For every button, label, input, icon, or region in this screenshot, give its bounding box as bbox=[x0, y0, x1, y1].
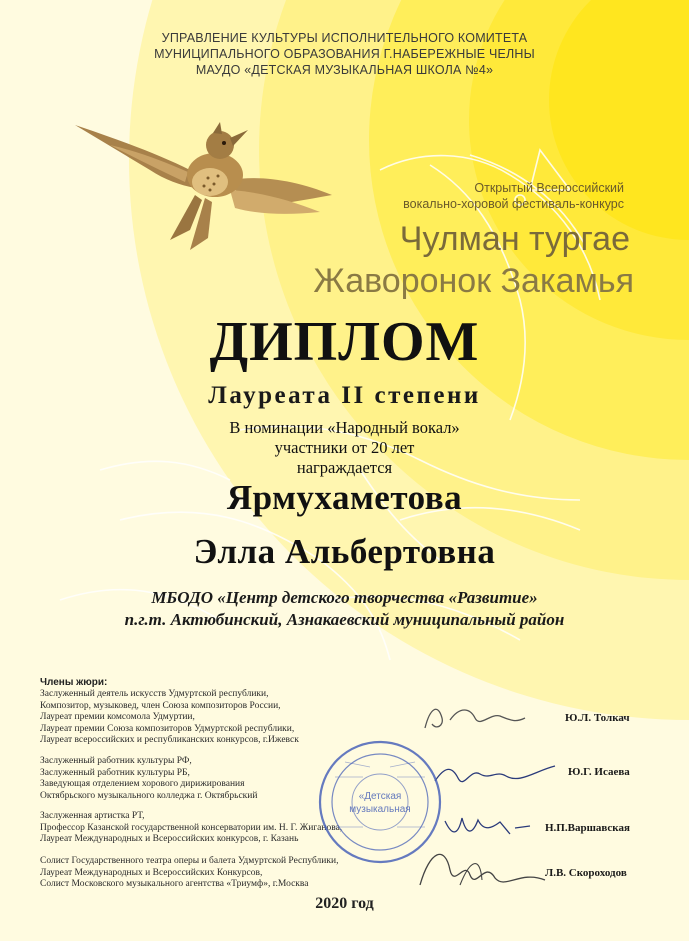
jury-1-line-2: Композитор, музыковед, член Союза композиторов России, bbox=[40, 700, 281, 711]
jury-2-line-1: Заслуженный работник культуры РФ, bbox=[40, 756, 192, 766]
institution-block bbox=[0, 587, 689, 631]
jury-1-line-4: Лауреат премии Союза композиторов Удмуртской республики, bbox=[40, 723, 295, 734]
institution-line-2: п.г.т. Актюбинский, Азнакаевский муниципальный район bbox=[124, 610, 565, 629]
jury-member-4-name: Л.В. Скороходов bbox=[545, 867, 627, 879]
jury-4-line-2: Лауреат Международных и Всероссийских Конкурсов, bbox=[40, 867, 263, 878]
jury-1-line-1: Заслуженный деятель искусств Удмуртской республики, bbox=[40, 689, 269, 699]
recipient-surname: Ярмухаметова bbox=[226, 478, 463, 517]
jury-member-1-credentials bbox=[40, 689, 299, 747]
org-line-1: УПРАВЛЕНИЕ КУЛЬТУРЫ ИСПОЛНИТЕЛЬНОГО КОМИТЕТА bbox=[161, 31, 528, 45]
jury-member-2-credentials bbox=[40, 756, 257, 802]
jury-member-4-credentials bbox=[40, 856, 338, 891]
diploma-title: ДИПЛОМ bbox=[209, 311, 480, 373]
jury-2-line-4: Октябрьского музыкального колледжа г. Октябрьский bbox=[40, 790, 258, 801]
jury-4-line-3: Солист Московского музыкального агентства «Триумф», г.Москва bbox=[40, 879, 309, 889]
org-line-2: МУНИЦИПАЛЬНОГО ОБРАЗОВАНИЯ Г.НАБЕРЕЖНЫЕ ЧЕЛНЫ bbox=[154, 47, 535, 61]
jury-2-line-2: Заслуженный работник культуры РБ, bbox=[40, 767, 190, 778]
festival-label bbox=[330, 180, 624, 212]
jury-member-2-name: Ю.Г. Исаева bbox=[568, 766, 630, 778]
stamp-center-line-2: музыкальная bbox=[349, 804, 411, 815]
institution-line-1: МБОДО «Центр детского творчества «Развитие» bbox=[151, 588, 538, 607]
footer-year: 2020 год bbox=[315, 895, 374, 912]
jury-4-line-1: Солист Государственного театра оперы и балета Удмуртской Республики, bbox=[40, 856, 339, 866]
age-category: участники от 20 лет bbox=[274, 438, 415, 457]
jury-member-3-name: Н.П.Варшавская bbox=[545, 822, 630, 834]
official-stamp bbox=[315, 737, 445, 867]
nomination-text: В номинации «Народный вокал» bbox=[229, 418, 460, 437]
jury-3-line-3: Лауреат Международных и Всероссийских конкурсов, г. Казань bbox=[40, 834, 299, 844]
org-line-3: МАУДО «ДЕТСКАЯ МУЗЫКАЛЬНАЯ ШКОЛА №4» bbox=[195, 63, 494, 77]
jury-member-1-name: Ю.Л. Толкач bbox=[565, 712, 630, 724]
jury-3-line-2: Профессор Казанской государственной консерватории им. Н. Г. Жиганова, bbox=[40, 822, 343, 833]
jury-member-3-credentials bbox=[40, 811, 342, 846]
festival-name-russian: Жаворонок Закамья bbox=[313, 262, 634, 300]
stamp-center-line-1: «Детская bbox=[358, 791, 402, 802]
organization-header bbox=[0, 30, 689, 78]
festival-label-line-2: вокально-хоровой фестиваль-конкурс bbox=[403, 197, 624, 211]
lark-bird-illustration bbox=[70, 100, 340, 260]
jury-1-line-3: Лауреат премии комсомола Удмуртии, bbox=[40, 712, 195, 722]
jury-1-line-5: Лауреат всероссийских и республиканских конкурсов, г.Ижевск bbox=[40, 735, 299, 745]
jury-3-line-1: Заслуженная артистка РТ, bbox=[40, 811, 145, 821]
festival-label-line-1: Открытый Всероссийский bbox=[474, 181, 624, 195]
recipient-given-names: Элла Альбертовна bbox=[193, 532, 496, 571]
festival-name-tatar: Чулман тургае bbox=[399, 220, 630, 258]
nomination-block bbox=[0, 418, 689, 478]
signature-2-image bbox=[430, 756, 560, 796]
signature-1-image bbox=[420, 698, 530, 738]
jury-title: Члены жюри: bbox=[40, 677, 108, 688]
awarded-text: награждается bbox=[296, 458, 393, 477]
jury-2-line-3: Заведующая отделением хорового дирижирования bbox=[40, 779, 245, 789]
laureate-degree: Лауреата II степени bbox=[208, 382, 481, 409]
